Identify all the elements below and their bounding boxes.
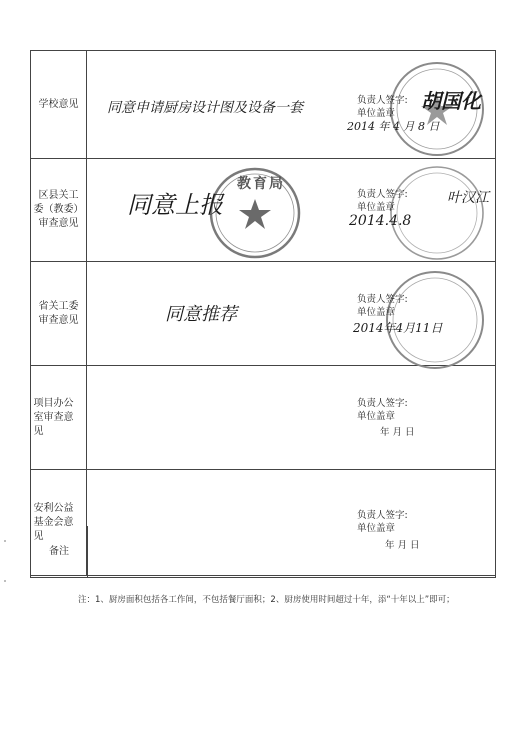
seal-label: 单位盖章 [357, 307, 396, 318]
signer-label: 负责人签字: [357, 294, 408, 305]
date-handwriting: 2014.4.8 [349, 213, 412, 229]
signer-label: 负责人签字: [357, 510, 408, 521]
row-project-office-review [31, 366, 495, 470]
opinion-handwriting: 同意推荐 [165, 304, 237, 325]
row-province-review [31, 262, 495, 366]
signer-label: 负责人签字: [357, 398, 408, 409]
remarks-row [30, 526, 496, 578]
scan-mark [4, 580, 6, 582]
signature: 叶汉江 [447, 190, 489, 206]
content-cell [87, 366, 495, 469]
row-label: 省关工委 审查意见 [38, 300, 79, 326]
label-cell [31, 262, 87, 365]
row-label: 学校意见 [38, 98, 79, 110]
row-label: 项目办公 室审查意 见 [33, 397, 74, 437]
signature: 胡国化 [421, 89, 481, 113]
stamp-text: 教育局 [237, 176, 285, 192]
footnote: 注：1、厨房面积包括各工作间，不包括餐厅面积；2、厨房使用时间超过十年，添“十年以上”即可； [78, 595, 455, 605]
seal-label: 单位盖章 [357, 523, 396, 534]
signer-label: 负责人签字: [357, 189, 408, 200]
content-cell [87, 262, 495, 365]
row-county-review [31, 159, 495, 262]
seal-label: 单位盖章 [357, 411, 396, 422]
label-cell [31, 366, 87, 469]
opinion-handwriting: 同意上报 [127, 191, 223, 219]
row-label: 安利公益 基金会意 见 [33, 502, 74, 542]
approval-form-table [30, 50, 496, 578]
seal-label: 单位盖章 [357, 202, 396, 213]
seal-label: 单位盖章 [357, 108, 396, 119]
opinion-handwriting: 同意申请厨房设计图及设备一套 [107, 100, 303, 116]
date-label: 年 月 日 [385, 540, 420, 551]
label-cell [31, 51, 87, 158]
label-cell [31, 159, 87, 261]
scan-mark [4, 540, 6, 542]
row-label: 备注 [49, 545, 69, 557]
date-handwriting: 2014年4月11日 [353, 321, 443, 335]
date-label: 年 月 日 [380, 427, 415, 438]
row-school-opinion [31, 51, 495, 159]
date-handwriting: 2014 年 4 月 8 日 [347, 120, 440, 133]
row-label: 区县关工 委（教委） 审查意见 [33, 190, 84, 229]
content-cell [87, 51, 495, 158]
remarks-label-cell [31, 526, 88, 577]
signer-label: 负责人签字: [357, 95, 408, 106]
content-cell [87, 159, 495, 261]
